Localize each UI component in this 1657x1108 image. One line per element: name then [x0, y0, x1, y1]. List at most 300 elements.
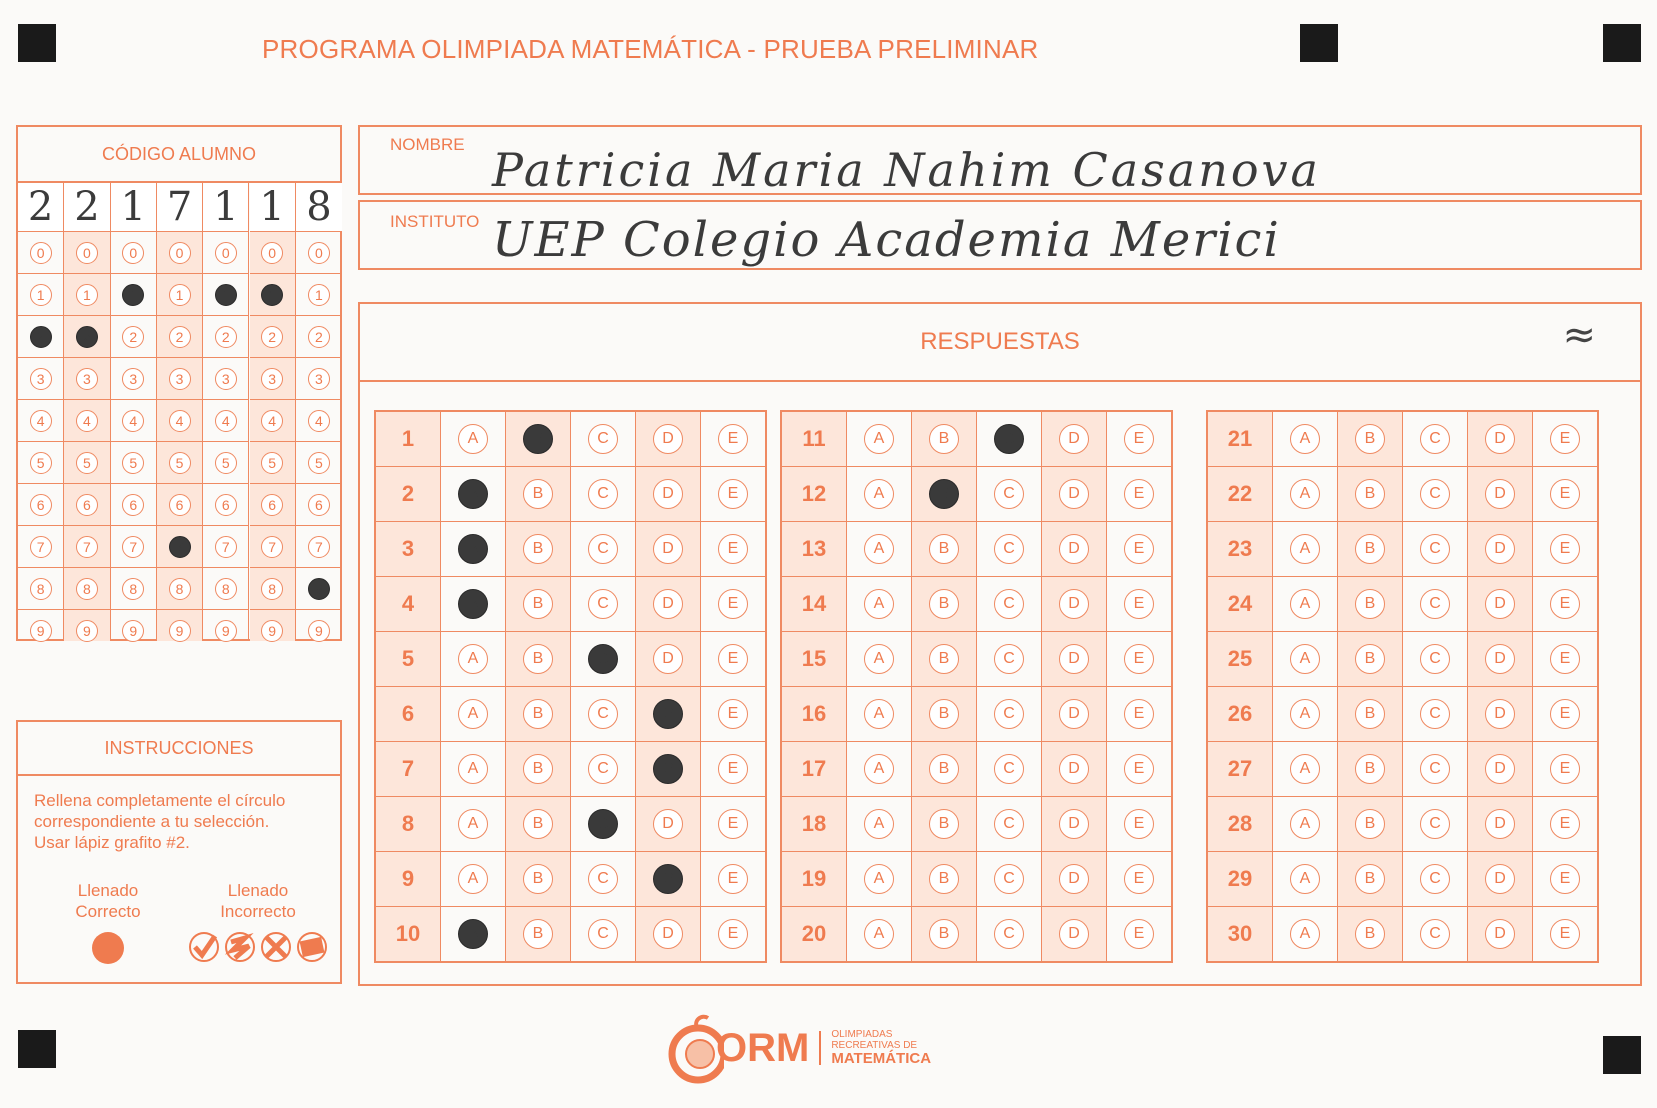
code-bubble[interactable]: 8: [30, 578, 52, 600]
answer-bubble-a[interactable]: A: [458, 589, 488, 619]
code-bubble[interactable]: 5: [308, 452, 330, 474]
answer-bubble-e[interactable]: E: [718, 699, 748, 729]
instructions-title: INSTRUCCIONES: [18, 722, 340, 776]
code-bubble[interactable]: 9: [308, 620, 330, 642]
question-number: 14: [781, 577, 847, 632]
answer-bubble-c[interactable]: C: [994, 644, 1024, 674]
answer-bubble-e[interactable]: E: [1124, 424, 1154, 454]
answer-bubble-e[interactable]: E: [718, 919, 748, 949]
answer-bubble-b[interactable]: B: [523, 424, 553, 454]
code-bubble[interactable]: 7: [308, 536, 330, 558]
code-digit-cell: [18, 358, 63, 400]
answer-option-cell: [1107, 411, 1173, 467]
code-bubble[interactable]: 9: [122, 620, 144, 642]
answer-bubble-e[interactable]: E: [718, 424, 748, 454]
answer-bubble-d[interactable]: D: [1059, 864, 1089, 894]
question-number: 8: [375, 797, 441, 852]
code-bubble[interactable]: 1: [215, 284, 237, 306]
answer-option-cell: [1273, 687, 1338, 742]
answer-bubble-b[interactable]: B: [929, 589, 959, 619]
answer-bubble-b[interactable]: B: [1355, 424, 1385, 454]
answer-option-cell: [1468, 742, 1533, 797]
answer-option-cell: [1533, 632, 1599, 687]
code-bubble[interactable]: 7: [215, 536, 237, 558]
code-digit-cell: [250, 526, 295, 568]
answer-bubble-b[interactable]: B: [523, 644, 553, 674]
answer-option-cell: [1468, 687, 1533, 742]
answer-option-cell: [636, 522, 701, 577]
answer-bubble-d[interactable]: D: [1485, 864, 1515, 894]
answer-option-cell: [1533, 577, 1599, 632]
answer-bubble-c[interactable]: C: [588, 479, 618, 509]
code-digit-cell: [250, 274, 295, 316]
answer-bubble-b[interactable]: B: [929, 919, 959, 949]
answer-bubble-c[interactable]: C: [588, 864, 618, 894]
answer-bubble-d[interactable]: D: [1485, 589, 1515, 619]
answer-bubble-a[interactable]: A: [458, 699, 488, 729]
code-bubble[interactable]: 0: [261, 242, 283, 264]
code-bubble[interactable]: 0: [122, 242, 144, 264]
answer-bubble-b[interactable]: B: [929, 754, 959, 784]
answer-bubble-c[interactable]: C: [994, 479, 1024, 509]
answer-bubble-b[interactable]: B: [523, 864, 553, 894]
answer-bubble-d[interactable]: D: [653, 424, 683, 454]
answer-option-cell: [977, 467, 1042, 522]
answer-option-cell: [1533, 522, 1599, 577]
answer-bubble-e[interactable]: E: [1124, 534, 1154, 564]
answer-option-cell: [847, 797, 912, 852]
answer-bubble-e[interactable]: E: [1124, 919, 1154, 949]
answer-bubble-e[interactable]: E: [718, 754, 748, 784]
answer-bubble-c[interactable]: C: [588, 534, 618, 564]
code-bubble[interactable]: 6: [169, 494, 191, 516]
code-bubble[interactable]: 1: [30, 284, 52, 306]
answer-bubble-e[interactable]: E: [1124, 589, 1154, 619]
answer-bubble-a[interactable]: A: [1290, 919, 1320, 949]
answer-bubble-d[interactable]: D: [1059, 699, 1089, 729]
code-bubble[interactable]: 8: [261, 578, 283, 600]
answer-bubble-c[interactable]: C: [994, 864, 1024, 894]
institute-value: UEP Colegio Academia Merici: [492, 212, 1281, 268]
code-bubble[interactable]: 9: [215, 620, 237, 642]
answer-bubble-a[interactable]: A: [1290, 864, 1320, 894]
code-bubble[interactable]: 8: [308, 578, 330, 600]
code-bubble[interactable]: 2: [261, 326, 283, 348]
answer-bubble-d[interactable]: D: [1059, 919, 1089, 949]
answer-bubble-a[interactable]: A: [458, 644, 488, 674]
answer-bubble-c[interactable]: C: [994, 699, 1024, 729]
registration-mark: [18, 24, 56, 62]
answer-bubble-e[interactable]: E: [1550, 754, 1580, 784]
answer-option-cell: [847, 411, 912, 467]
answer-bubble-c[interactable]: C: [1420, 699, 1450, 729]
answer-bubble-c[interactable]: C: [1420, 809, 1450, 839]
code-digit-cell: [18, 274, 63, 316]
answer-row: [781, 907, 1172, 963]
answer-bubble-e[interactable]: E: [718, 864, 748, 894]
answer-option-cell: [571, 907, 636, 963]
answer-bubble-a[interactable]: A: [1290, 754, 1320, 784]
answer-option-cell: [1273, 797, 1338, 852]
answer-bubble-b[interactable]: B: [929, 699, 959, 729]
answer-bubble-b[interactable]: B: [523, 754, 553, 784]
code-digit-cell: [157, 358, 202, 400]
answer-bubble-c[interactable]: C: [588, 699, 618, 729]
code-bubble[interactable]: 3: [30, 368, 52, 390]
code-bubble[interactable]: 6: [76, 494, 98, 516]
code-bubble[interactable]: 0: [76, 242, 98, 264]
code-bubble[interactable]: 5: [261, 452, 283, 474]
answer-bubble-a[interactable]: A: [458, 534, 488, 564]
answer-option-cell: [1338, 742, 1403, 797]
answer-bubble-d[interactable]: D: [1485, 644, 1515, 674]
answer-option-cell: [1468, 411, 1533, 467]
code-bubble[interactable]: 2: [122, 326, 144, 348]
answer-bubble-b[interactable]: B: [1355, 644, 1385, 674]
answer-bubble-d[interactable]: D: [653, 644, 683, 674]
code-bubble[interactable]: 2: [30, 326, 52, 348]
answer-bubble-b[interactable]: B: [523, 809, 553, 839]
answer-bubble-e[interactable]: E: [718, 534, 748, 564]
answer-option-cell: [1107, 797, 1173, 852]
answer-bubble-d[interactable]: D: [1059, 809, 1089, 839]
code-bubble[interactable]: 4: [30, 410, 52, 432]
answer-bubble-d[interactable]: D: [1059, 479, 1089, 509]
answer-bubble-a[interactable]: A: [864, 864, 894, 894]
code-digit-cell: [296, 316, 342, 358]
answer-bubble-d[interactable]: D: [1485, 479, 1515, 509]
answer-bubble-c[interactable]: C: [1420, 754, 1450, 784]
code-digit-cell: [157, 274, 202, 316]
answer-bubble-a[interactable]: A: [458, 479, 488, 509]
code-bubble[interactable]: 2: [308, 326, 330, 348]
answer-bubble-e[interactable]: E: [1550, 534, 1580, 564]
answer-option-cell: [441, 411, 506, 467]
code-digit-cell: [203, 358, 248, 400]
answer-bubble-d[interactable]: D: [653, 699, 683, 729]
code-bubble[interactable]: 2: [215, 326, 237, 348]
code-bubble[interactable]: 5: [30, 452, 52, 474]
institute-field[interactable]: [358, 200, 1642, 270]
code-bubble[interactable]: 3: [122, 368, 144, 390]
answer-bubble-c[interactable]: C: [588, 424, 618, 454]
answer-option-cell: [1338, 632, 1403, 687]
answer-option-cell: [506, 852, 571, 907]
answer-bubble-c[interactable]: C: [994, 589, 1024, 619]
code-bubble[interactable]: 3: [308, 368, 330, 390]
code-bubble[interactable]: 8: [76, 578, 98, 600]
code-bubble[interactable]: 1: [308, 284, 330, 306]
code-digit-cell: [203, 568, 248, 610]
answer-bubble-c[interactable]: C: [1420, 479, 1450, 509]
answer-row: [375, 522, 766, 577]
answer-bubble-d[interactable]: D: [1059, 754, 1089, 784]
answer-bubble-e[interactable]: E: [718, 589, 748, 619]
code-bubble[interactable]: 4: [122, 410, 144, 432]
code-bubble[interactable]: 5: [76, 452, 98, 474]
code-bubble[interactable]: 3: [76, 368, 98, 390]
code-bubble[interactable]: 4: [169, 410, 191, 432]
answer-bubble-b[interactable]: B: [929, 534, 959, 564]
answer-option-cell: [1468, 797, 1533, 852]
code-bubble[interactable]: 8: [215, 578, 237, 600]
answer-bubble-a[interactable]: A: [1290, 644, 1320, 674]
code-bubble[interactable]: 9: [76, 620, 98, 642]
answer-option-cell: [1533, 852, 1599, 907]
code-bubble[interactable]: 9: [261, 620, 283, 642]
name-field[interactable]: [358, 125, 1642, 195]
answer-bubble-a[interactable]: A: [864, 479, 894, 509]
answer-row: [781, 467, 1172, 522]
answer-option-cell: [912, 852, 977, 907]
code-bubble[interactable]: 9: [169, 620, 191, 642]
answer-option-cell: [506, 742, 571, 797]
answer-bubble-a[interactable]: A: [864, 644, 894, 674]
code-bubble[interactable]: 5: [169, 452, 191, 474]
answer-bubble-d[interactable]: D: [1485, 699, 1515, 729]
answer-bubble-b[interactable]: B: [929, 644, 959, 674]
answer-bubble-e[interactable]: E: [1124, 809, 1154, 839]
answer-bubble-a[interactable]: A: [458, 864, 488, 894]
answer-bubble-d[interactable]: D: [653, 864, 683, 894]
answer-bubble-d[interactable]: D: [653, 479, 683, 509]
code-bubble[interactable]: 6: [122, 494, 144, 516]
answer-bubble-d[interactable]: D: [1485, 534, 1515, 564]
answer-bubble-e[interactable]: E: [1550, 809, 1580, 839]
answer-bubble-c[interactable]: C: [588, 919, 618, 949]
answer-bubble-d[interactable]: D: [1059, 589, 1089, 619]
answer-bubble-b[interactable]: B: [1355, 479, 1385, 509]
answer-option-cell: [1468, 577, 1533, 632]
question-number: 4: [375, 577, 441, 632]
code-bubble[interactable]: 1: [122, 284, 144, 306]
answer-bubble-a[interactable]: A: [1290, 424, 1320, 454]
answer-bubble-e[interactable]: E: [1550, 424, 1580, 454]
answer-row: [375, 852, 766, 907]
answer-bubble-b[interactable]: B: [929, 424, 959, 454]
answer-bubble-a[interactable]: A: [458, 424, 488, 454]
answer-row: [375, 632, 766, 687]
scribble-icon: [223, 930, 257, 964]
answer-bubble-d[interactable]: D: [653, 919, 683, 949]
answer-bubble-a[interactable]: A: [458, 809, 488, 839]
code-bubble[interactable]: 4: [76, 410, 98, 432]
answer-bubble-c[interactable]: C: [1420, 534, 1450, 564]
code-bubble[interactable]: 6: [261, 494, 283, 516]
code-bubble[interactable]: 7: [122, 536, 144, 558]
code-digit-cell: [18, 232, 63, 274]
answer-bubble-b[interactable]: B: [1355, 699, 1385, 729]
answer-option-cell: [912, 632, 977, 687]
answer-bubble-d[interactable]: D: [1059, 644, 1089, 674]
code-digit-cell: [250, 610, 295, 651]
answer-option-cell: [1273, 577, 1338, 632]
answer-bubble-c[interactable]: C: [588, 809, 618, 839]
answer-bubble-b[interactable]: B: [1355, 864, 1385, 894]
correct-example: [48, 880, 168, 964]
answer-bubble-b[interactable]: B: [523, 589, 553, 619]
answer-bubble-a[interactable]: A: [864, 919, 894, 949]
answer-bubble-a[interactable]: A: [1290, 699, 1320, 729]
answer-bubble-b[interactable]: B: [523, 479, 553, 509]
answer-bubble-c[interactable]: C: [994, 424, 1024, 454]
answer-bubble-e[interactable]: E: [1124, 479, 1154, 509]
answer-bubble-d[interactable]: D: [1485, 424, 1515, 454]
code-bubble[interactable]: 0: [30, 242, 52, 264]
question-number: 23: [1207, 522, 1273, 577]
answer-option-cell: [977, 907, 1042, 963]
answer-option-cell: [977, 687, 1042, 742]
answer-bubble-d[interactable]: D: [1485, 919, 1515, 949]
answer-bubble-b[interactable]: B: [1355, 754, 1385, 784]
answer-bubble-b[interactable]: B: [1355, 534, 1385, 564]
code-digit-cell: [203, 484, 248, 526]
code-bubble[interactable]: 3: [215, 368, 237, 390]
answer-bubble-c[interactable]: C: [994, 919, 1024, 949]
answer-option-cell: [506, 522, 571, 577]
code-bubble[interactable]: 2: [169, 326, 191, 348]
answer-bubble-d[interactable]: D: [1059, 424, 1089, 454]
code-bubble[interactable]: 6: [30, 494, 52, 516]
code-bubble[interactable]: 1: [261, 284, 283, 306]
answer-bubble-e[interactable]: E: [718, 479, 748, 509]
answer-bubble-a[interactable]: A: [864, 699, 894, 729]
answer-option-cell: [441, 687, 506, 742]
answer-option-cell: [506, 907, 571, 963]
answer-bubble-e[interactable]: E: [1124, 754, 1154, 784]
student-code-grid: [18, 183, 340, 641]
answer-bubble-b[interactable]: B: [929, 809, 959, 839]
code-bubble[interactable]: 7: [261, 536, 283, 558]
code-bubble[interactable]: 5: [122, 452, 144, 474]
answer-bubble-b[interactable]: B: [929, 479, 959, 509]
code-digit-cell: [250, 568, 295, 610]
code-bubble[interactable]: 7: [76, 536, 98, 558]
answer-bubble-a[interactable]: A: [864, 589, 894, 619]
code-bubble[interactable]: 5: [215, 452, 237, 474]
answer-bubble-d[interactable]: D: [1485, 754, 1515, 784]
answer-bubble-d[interactable]: D: [1059, 534, 1089, 564]
code-bubble[interactable]: 6: [308, 494, 330, 516]
answer-bubble-c[interactable]: C: [994, 754, 1024, 784]
answer-bubble-c[interactable]: C: [588, 754, 618, 784]
code-bubble[interactable]: 8: [169, 578, 191, 600]
code-bubble[interactable]: 0: [308, 242, 330, 264]
answer-bubble-c[interactable]: C: [1420, 644, 1450, 674]
answer-option-cell: [506, 577, 571, 632]
answer-bubble-c[interactable]: C: [1420, 919, 1450, 949]
answer-option-cell: [571, 687, 636, 742]
answer-option-cell: [1107, 687, 1173, 742]
code-digit-cell: [250, 232, 295, 274]
answer-bubble-e[interactable]: E: [1550, 479, 1580, 509]
answer-bubble-b[interactable]: B: [523, 699, 553, 729]
answer-bubble-b[interactable]: B: [929, 864, 959, 894]
code-bubble[interactable]: 7: [169, 536, 191, 558]
code-bubble[interactable]: 7: [30, 536, 52, 558]
code-bubble[interactable]: 4: [215, 410, 237, 432]
answer-bubble-e[interactable]: E: [1124, 864, 1154, 894]
answer-option-cell: [1042, 522, 1107, 577]
answer-row: [781, 742, 1172, 797]
answer-bubble-c[interactable]: C: [588, 589, 618, 619]
code-bubble[interactable]: 2: [76, 326, 98, 348]
answer-option-cell: [977, 742, 1042, 797]
answer-bubble-e[interactable]: E: [718, 644, 748, 674]
answer-row: [1207, 797, 1598, 852]
answer-bubble-d[interactable]: D: [1485, 809, 1515, 839]
answer-row: [375, 687, 766, 742]
answer-bubble-d[interactable]: D: [653, 589, 683, 619]
answer-bubble-e[interactable]: E: [1124, 644, 1154, 674]
answer-bubble-a[interactable]: A: [1290, 479, 1320, 509]
answer-option-cell: [1533, 411, 1599, 467]
code-bubble[interactable]: 3: [169, 368, 191, 390]
answer-bubble-c[interactable]: C: [994, 534, 1024, 564]
answer-bubble-c[interactable]: C: [994, 809, 1024, 839]
answer-bubble-e[interactable]: E: [1124, 699, 1154, 729]
answer-bubble-e[interactable]: E: [1550, 589, 1580, 619]
code-digit-cell: [64, 274, 109, 316]
answer-bubble-a[interactable]: A: [1290, 534, 1320, 564]
code-bubble[interactable]: 0: [169, 242, 191, 264]
code-bubble[interactable]: 4: [261, 410, 283, 432]
answer-bubble-a[interactable]: A: [1290, 589, 1320, 619]
code-digit-cell: [157, 316, 202, 358]
answer-bubble-e[interactable]: E: [1550, 644, 1580, 674]
answer-bubble-a[interactable]: A: [864, 809, 894, 839]
answer-bubble-d[interactable]: D: [653, 809, 683, 839]
answer-bubble-b[interactable]: B: [523, 534, 553, 564]
answer-bubble-d[interactable]: D: [653, 754, 683, 784]
answer-bubble-c[interactable]: C: [1420, 589, 1450, 619]
code-digit-cell: [250, 316, 295, 358]
incorrect-label: Llenado: [227, 881, 289, 900]
answer-option-cell: [441, 742, 506, 797]
code-bubble[interactable]: 1: [76, 284, 98, 306]
answer-bubble-b[interactable]: B: [523, 919, 553, 949]
answer-bubble-b[interactable]: B: [1355, 809, 1385, 839]
answer-option-cell: [506, 687, 571, 742]
answer-bubble-a[interactable]: A: [864, 424, 894, 454]
code-bubble[interactable]: 9: [30, 620, 52, 642]
answer-bubble-a[interactable]: A: [1290, 809, 1320, 839]
code-bubble[interactable]: 1: [169, 284, 191, 306]
answer-bubble-c[interactable]: C: [1420, 424, 1450, 454]
answer-bubble-a[interactable]: A: [864, 754, 894, 784]
answer-bubble-c[interactable]: C: [1420, 864, 1450, 894]
answer-bubble-a[interactable]: A: [458, 919, 488, 949]
answer-bubble-b[interactable]: B: [1355, 589, 1385, 619]
answer-bubble-a[interactable]: A: [458, 754, 488, 784]
answer-bubble-e[interactable]: E: [1550, 919, 1580, 949]
answer-bubble-d[interactable]: D: [653, 534, 683, 564]
code-bubble[interactable]: 4: [308, 410, 330, 432]
answer-bubble-b[interactable]: B: [1355, 919, 1385, 949]
code-bubble[interactable]: 6: [215, 494, 237, 516]
answer-bubble-e[interactable]: E: [718, 809, 748, 839]
answer-bubble-e[interactable]: E: [1550, 699, 1580, 729]
question-number: 5: [375, 632, 441, 687]
answer-option-cell: [571, 411, 636, 467]
code-bubble[interactable]: 0: [215, 242, 237, 264]
answer-bubble-c[interactable]: C: [588, 644, 618, 674]
answer-bubble-a[interactable]: A: [864, 534, 894, 564]
code-bubble[interactable]: 8: [122, 578, 144, 600]
code-bubble[interactable]: 3: [261, 368, 283, 390]
answer-bubble-e[interactable]: E: [1550, 864, 1580, 894]
answer-option-cell: [701, 852, 767, 907]
